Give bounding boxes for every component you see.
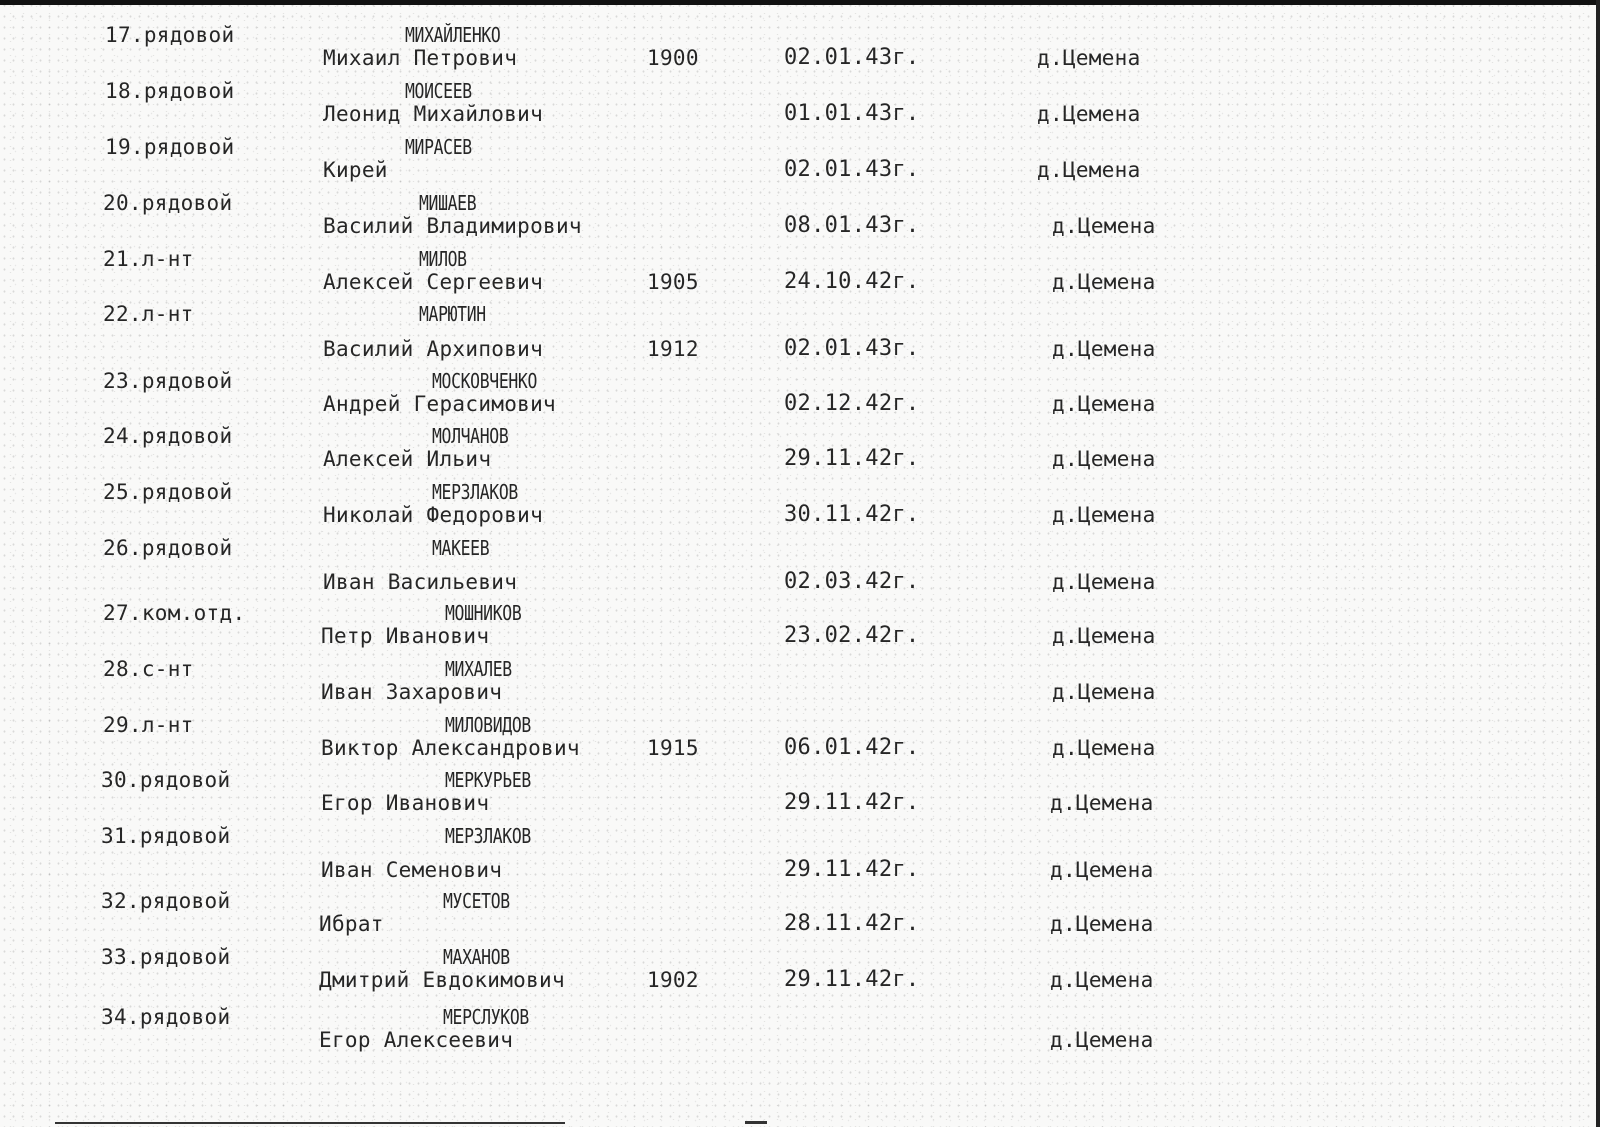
record-death-date: 29.11.42г. <box>784 857 920 882</box>
record-death-date: 02.12.42г. <box>784 391 920 416</box>
record-burial-place: д.Цемена <box>1052 392 1156 416</box>
record-given-names: Иван Захарович <box>321 680 503 704</box>
record-number: 30. <box>101 768 140 792</box>
record-burial-place: д.Цемена <box>1052 270 1156 294</box>
record-burial-place: д.Цемена <box>1052 337 1156 361</box>
record-burial-place: д.Цемена <box>1052 503 1156 527</box>
record-number: 19. <box>105 135 144 159</box>
record-number: 27. <box>103 601 142 625</box>
record-row <box>0 945 1600 1005</box>
record-number-rank <box>103 369 232 393</box>
record-number-rank <box>105 23 234 47</box>
record-number-rank <box>103 536 232 560</box>
record-row <box>0 135 1600 195</box>
record-number-rank <box>103 657 194 681</box>
record-number: 24. <box>103 424 142 448</box>
record-rank: рядовой <box>141 424 233 448</box>
record-rank: с-нт <box>141 657 194 681</box>
record-surname: МИХАЛЕВ <box>445 657 512 681</box>
record-given-names: Егор Алексеевич <box>319 1028 514 1052</box>
record-surname: МЕРСЛУКОВ <box>443 1005 529 1029</box>
record-death-date: 30.11.42г. <box>784 502 920 527</box>
record-burial-place: д.Цемена <box>1052 736 1156 760</box>
record-number: 31. <box>101 824 140 848</box>
record-rank: рядовой <box>139 824 231 848</box>
record-death-date: 06.01.42г. <box>784 735 920 760</box>
record-burial-place: д.Цемена <box>1052 680 1156 704</box>
record-number-rank <box>103 713 194 737</box>
record-number: 18. <box>105 79 144 103</box>
record-rank: рядовой <box>143 135 235 159</box>
record-birth-year: 1902 <box>647 968 699 992</box>
record-surname: МУСЕТОВ <box>443 889 510 913</box>
record-row <box>0 601 1600 661</box>
record-number: 22. <box>103 302 142 326</box>
record-rank: рядовой <box>141 191 233 215</box>
record-row <box>0 191 1600 251</box>
record-row <box>0 1005 1600 1065</box>
record-death-date: 29.11.42г. <box>784 446 920 471</box>
record-rank: л-нт <box>141 302 194 326</box>
record-number-rank <box>101 889 230 913</box>
record-surname: МИЛОВ <box>419 247 467 271</box>
record-surname: МОЛЧАНОВ <box>432 424 509 448</box>
record-surname: МОИСЕЕВ <box>405 79 472 103</box>
record-number: 23. <box>103 369 142 393</box>
record-burial-place: д.Цемена <box>1037 158 1141 182</box>
record-given-names: Андрей Герасимович <box>323 392 556 416</box>
record-burial-place: д.Цемена <box>1052 570 1156 594</box>
record-row <box>0 247 1600 307</box>
record-death-date: 02.01.43г. <box>784 157 920 182</box>
record-given-names: Алексей Ильич <box>323 447 492 471</box>
record-row <box>0 369 1600 429</box>
record-given-names: Михаил Петрович <box>323 46 518 70</box>
record-death-date: 02.01.43г. <box>784 45 920 70</box>
record-number: 17. <box>105 23 144 47</box>
record-rank: рядовой <box>139 889 231 913</box>
record-number-rank <box>103 480 232 504</box>
record-given-names: Василий Архипович <box>323 337 544 361</box>
record-death-date: 29.11.42г. <box>784 967 920 992</box>
record-rank: рядовой <box>141 369 233 393</box>
record-death-date: 28.11.42г. <box>784 911 920 936</box>
record-death-date: 02.03.42г. <box>784 569 920 594</box>
record-row <box>0 23 1600 83</box>
record-given-names: Василий Владимирович <box>323 214 582 238</box>
record-number-rank <box>103 302 194 326</box>
record-death-date: 01.01.43г. <box>784 101 920 126</box>
record-surname: МАХАНОВ <box>443 945 510 969</box>
record-birth-year: 1900 <box>647 46 699 70</box>
record-row <box>0 480 1600 540</box>
record-burial-place: д.Цемена <box>1052 447 1156 471</box>
record-burial-place: д.Цемена <box>1052 214 1156 238</box>
record-rank: рядовой <box>143 23 235 47</box>
record-number-rank <box>103 191 232 215</box>
record-burial-place: д.Цемена <box>1050 968 1154 992</box>
record-number: 26. <box>103 536 142 560</box>
record-number: 28. <box>103 657 142 681</box>
record-row <box>0 713 1600 773</box>
record-number-rank <box>105 135 234 159</box>
record-death-date: 08.01.43г. <box>784 213 920 238</box>
record-burial-place: д.Цемена <box>1052 624 1156 648</box>
record-surname: МАКЕЕВ <box>432 536 490 560</box>
record-birth-year: 1905 <box>647 270 699 294</box>
record-given-names: Иван Семенович <box>321 858 503 882</box>
record-row <box>0 768 1600 828</box>
record-surname: МЕРЗЛАКОВ <box>445 824 531 848</box>
record-number-rank <box>101 1005 230 1029</box>
record-number-rank <box>103 601 245 625</box>
record-given-names: Виктор Александрович <box>321 736 580 760</box>
record-death-date: 24.10.42г. <box>784 269 920 294</box>
record-row <box>0 657 1600 717</box>
bottom-edge-mark <box>745 1121 767 1124</box>
record-burial-place: д.Цемена <box>1037 46 1141 70</box>
record-given-names: Леонид Михайлович <box>323 102 544 126</box>
record-surname: МИЛОВИДОВ <box>445 713 531 737</box>
record-rank: рядовой <box>143 79 235 103</box>
record-rank: рядовой <box>139 1005 231 1029</box>
record-rank: рядовой <box>139 945 231 969</box>
record-death-date: 23.02.42г. <box>784 623 920 648</box>
record-row <box>0 79 1600 139</box>
record-number-rank <box>103 424 232 448</box>
record-row <box>0 824 1600 884</box>
record-rank: л-нт <box>141 713 194 737</box>
record-number: 33. <box>101 945 140 969</box>
record-number: 34. <box>101 1005 140 1029</box>
record-row <box>0 889 1600 949</box>
record-number: 29. <box>103 713 142 737</box>
record-given-names: Алексей Сергеевич <box>323 270 544 294</box>
record-rank: л-нт <box>141 247 194 271</box>
record-number-rank <box>101 945 230 969</box>
record-given-names: Дмитрий Евдокимович <box>319 968 565 992</box>
record-surname: МОШНИКОВ <box>445 601 522 625</box>
record-death-date: 29.11.42г. <box>784 790 920 815</box>
record-given-names: Петр Иванович <box>321 624 490 648</box>
record-number-rank <box>101 824 230 848</box>
record-burial-place: д.Цемена <box>1050 1028 1154 1052</box>
bottom-edge-rule <box>55 1122 565 1124</box>
record-surname: МИШАЕВ <box>419 191 477 215</box>
record-row <box>0 424 1600 484</box>
record-given-names: Иван Васильевич <box>323 570 518 594</box>
record-row <box>0 536 1600 596</box>
record-given-names: Ибрат <box>319 912 384 936</box>
top-edge-rule <box>0 0 1600 5</box>
record-burial-place: д.Цемена <box>1050 858 1154 882</box>
record-burial-place: д.Цемена <box>1050 791 1154 815</box>
record-row <box>0 302 1600 362</box>
record-rank: рядовой <box>141 536 233 560</box>
record-burial-place: д.Цемена <box>1037 102 1141 126</box>
record-surname: МИХАЙЛЕНКО <box>405 23 501 47</box>
record-number-rank <box>103 247 194 271</box>
record-given-names: Кирей <box>323 158 388 182</box>
record-rank: ком.отд. <box>141 601 246 625</box>
record-birth-year: 1915 <box>647 736 699 760</box>
record-number: 32. <box>101 889 140 913</box>
record-rank: рядовой <box>141 480 233 504</box>
record-given-names: Егор Иванович <box>321 791 490 815</box>
record-number: 21. <box>103 247 142 271</box>
record-given-names: Николай Федорович <box>323 503 544 527</box>
record-surname: МАРЮТИН <box>419 302 486 326</box>
record-birth-year: 1912 <box>647 337 699 361</box>
record-number: 20. <box>103 191 142 215</box>
record-number-rank <box>105 79 234 103</box>
record-number-rank <box>101 768 230 792</box>
record-surname: МИРАСЕВ <box>405 135 472 159</box>
record-surname: МОСКОВЧЕНКО <box>432 369 538 393</box>
record-surname: МЕРЗЛАКОВ <box>432 480 518 504</box>
record-death-date: 02.01.43г. <box>784 336 920 361</box>
record-rank: рядовой <box>139 768 231 792</box>
record-burial-place: д.Цемена <box>1050 912 1154 936</box>
record-number: 25. <box>103 480 142 504</box>
record-surname: МЕРКУРЬЕВ <box>445 768 531 792</box>
